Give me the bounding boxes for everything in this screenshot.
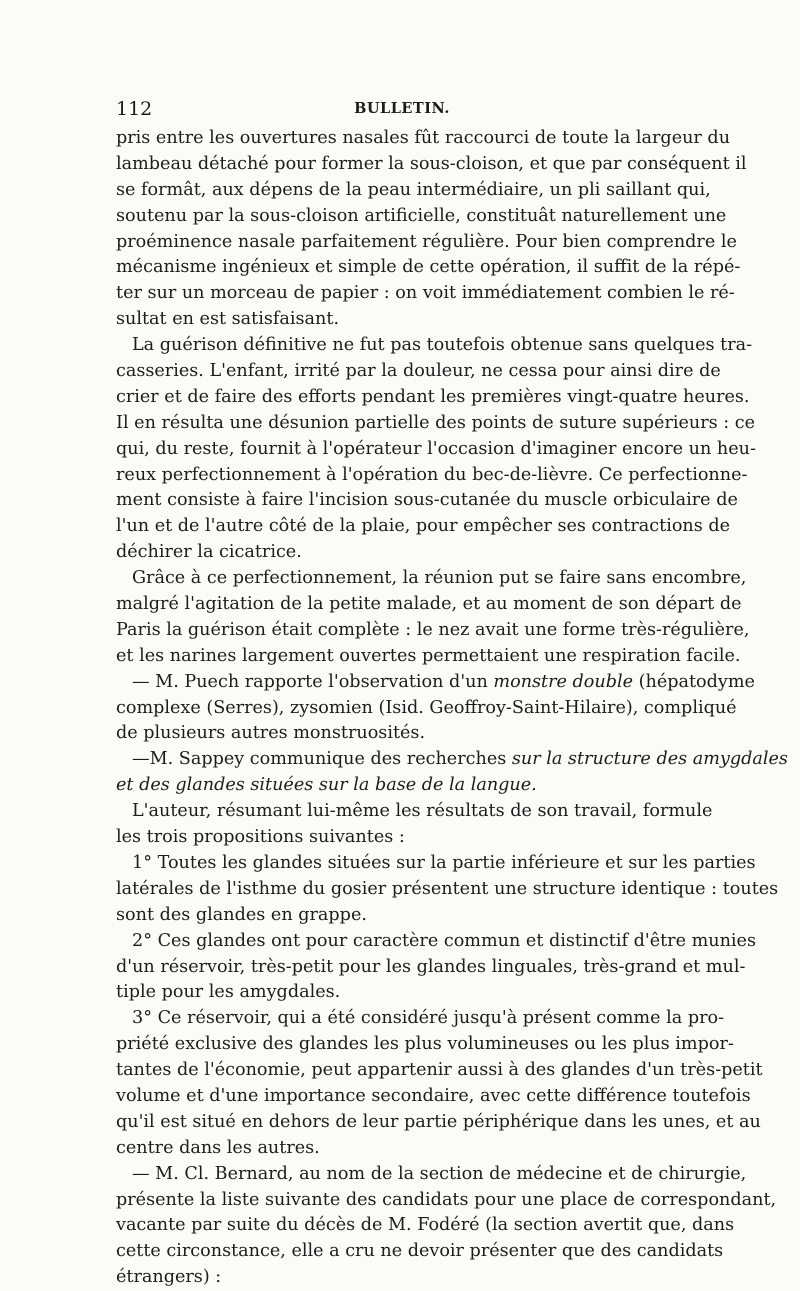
- running-title: BULLETIN.: [354, 100, 450, 117]
- text-line: qu'il est situé en dehors de leur partie périphérique dans les unes, et au: [116, 1111, 761, 1132]
- text-line: l'un et de l'autre côté de la plaie, pour empêcher ses contractions de: [116, 516, 731, 537]
- text-line: étrangers) :: [116, 1267, 222, 1288]
- text-line: mécanisme ingénieux et simple de cette opération, il suffit de la répé-: [116, 257, 741, 278]
- paragraph-start-line: La guérison définitive ne fut pas toutefois obtenue sans quelques tra-: [132, 335, 753, 356]
- text-line: pris entre les ouvertures nasales fût raccourci de toute la largeur du: [116, 128, 731, 148]
- text-line: sultat en est satisfaisant.: [116, 309, 340, 330]
- text-line: Il en résulta une désunion partielle des points de suture supérieurs : ce: [116, 412, 756, 433]
- text-line: cette circonstance, elle a cru ne devoir présenter que des candidats: [116, 1241, 724, 1262]
- text-line: présente la liste suivante des candidats pour une place de correspondant,: [116, 1189, 777, 1210]
- italic-title-line: et des glandes situées sur la base de la langue.: [116, 775, 537, 796]
- text-line: et les narines largement ouvertes permettaient une respiration facile.: [116, 645, 741, 666]
- text-line: qui, du reste, fournit à l'opérateur l'occasion d'imaginer encore un heu-: [116, 438, 756, 459]
- text-line: priété exclusive des glandes les plus volumineuses ou les plus impor-: [116, 1034, 734, 1055]
- text-line: volume et d'une importance secondaire, avec cette différence toutefois: [116, 1085, 751, 1106]
- text-line: se formât, aux dépens de la peau intermédiaire, un pli saillant qui,: [116, 179, 711, 200]
- paragraph-start-line: Grâce à ce perfectionnement, la réunion put se faire sans encombre,: [132, 568, 747, 589]
- italic-term: monstre double: [493, 671, 634, 692]
- text-line: tiple pour les amygdales.: [116, 982, 341, 1003]
- text-line: Paris la guérison était complète : le nez avait une forme très-régulière,: [116, 619, 750, 640]
- text-line: latérales de l'isthme du gosier présentent une structure identique : toutes: [116, 878, 779, 899]
- paragraph-start-line: L'auteur, résumant lui-même les résultats de son travail, formule: [132, 801, 713, 822]
- text-line: tantes de l'économie, peut appartenir aussi à des glandes d'un très-petit: [116, 1060, 763, 1081]
- body-text: [116, 126, 788, 1291]
- paragraph-start-line: 3° Ce réservoir, qui a été considéré jusqu'à présent comme la pro-: [132, 1008, 725, 1029]
- text-segment: (hépatodyme: [638, 671, 755, 692]
- text-line: malgré l'agitation de la petite malade, et au moment de son départ de: [116, 594, 742, 615]
- paragraph-start-line: 2° Ces glandes ont pour caractère commun et distinctif d'être munies: [132, 930, 757, 951]
- paragraph-start-line: [116, 747, 788, 773]
- paragraph-start-line: 1° Toutes les glandes situées sur la partie inférieure et sur les parties: [132, 852, 756, 873]
- page-number: 112: [116, 98, 153, 120]
- text-line: casseries. L'enfant, irrité par la douleur, ne cessa pour ainsi dire de: [116, 361, 721, 382]
- text-segment: — M. Puech rapporte l'observation d'un: [132, 671, 488, 692]
- page-header: [116, 98, 688, 124]
- paragraph-start-line: — M. Cl. Bernard, au nom de la section de médecine et de chirurgie,: [132, 1163, 747, 1184]
- text-line: complexe (Serres), zysomien (Isid. Geoffroy-Saint-Hilaire), compliqué: [116, 697, 737, 718]
- text-line: vacante par suite du décès de M. Fodéré (la section avertit que, dans: [116, 1215, 735, 1236]
- text-line: ter sur un morceau de papier : on voit immédiatement combien le ré-: [116, 283, 735, 304]
- italic-title: sur la structure des amygdales: [511, 749, 788, 770]
- text-line: reux perfectionnement à l'opération du bec-de-lièvre. Ce perfectionne-: [116, 464, 748, 485]
- text-line: sont des glandes en grappe.: [116, 904, 367, 925]
- text-line: crier et de faire des efforts pendant les premières vingt-quatre heures.: [116, 386, 750, 407]
- text-line: proéminence nasale parfaitement régulière. Pour bien comprendre le: [116, 231, 737, 252]
- paragraph-start-line: [116, 670, 755, 696]
- text-line: déchirer la cicatrice.: [116, 542, 302, 563]
- text-segment: —M. Sappey communique des recherches: [132, 749, 507, 770]
- text-line: les trois propositions suivantes :: [116, 827, 405, 848]
- text-line: d'un réservoir, très-petit pour les glandes linguales, très-grand et mul-: [116, 956, 746, 977]
- text-line: de plusieurs autres monstruosités.: [116, 723, 426, 744]
- text-line: lambeau détaché pour former la sous-cloison, et que par conséquent il: [116, 153, 747, 174]
- text-line: ment consiste à faire l'incision sous-cutanée du muscle orbiculaire de: [116, 490, 738, 511]
- text-line: soutenu par la sous-cloison artificielle, constituât naturellement une: [116, 205, 727, 226]
- text-line: centre dans les autres.: [116, 1137, 320, 1158]
